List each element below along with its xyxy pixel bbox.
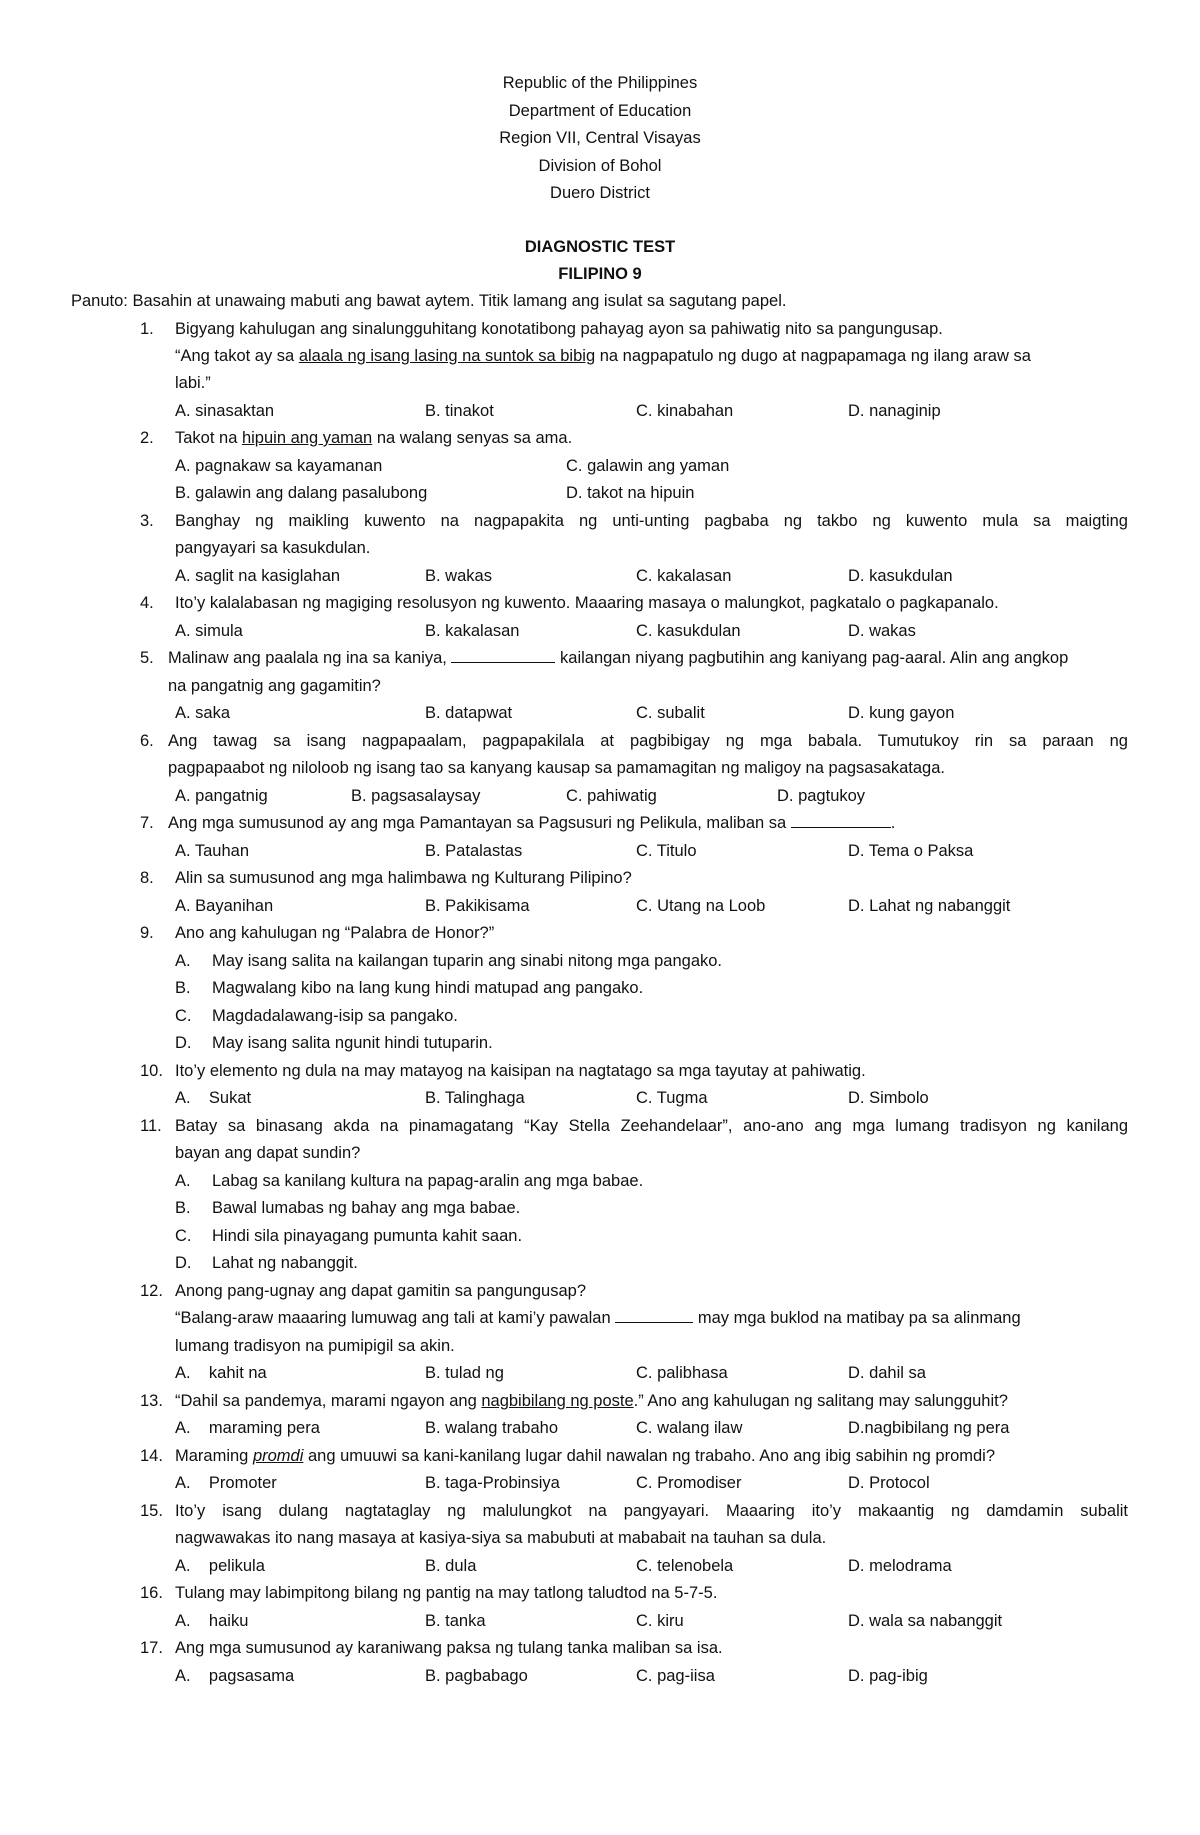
choice-b: B. Patalastas xyxy=(425,842,523,860)
choice-a: A. pangatnig xyxy=(175,787,268,805)
choice-b-letter: B. xyxy=(175,979,191,997)
question-text: Tulang may labimpitong bilang ng pantig na may tatlong taludtod na 5-7-5. xyxy=(175,1584,718,1602)
choice-c: C. galawin ang yaman xyxy=(566,457,730,475)
choice-c: C. Utang na Loob xyxy=(636,897,766,915)
choice-c-letter: C. xyxy=(175,1227,192,1245)
choice-b: B. pagbabago xyxy=(425,1667,528,1685)
underlined-phrase: hipuin ang yaman xyxy=(241,429,373,447)
question-text: “Dahil sa pandemya, marami ngayon ang nagbibilang ng poste.” Ano ang kahulugan ng salitang may salungguhit? xyxy=(175,1392,1008,1410)
choice-d: D. Protocol xyxy=(848,1474,930,1492)
choice-b: B. Talinghaga xyxy=(425,1089,525,1107)
question-number: 11. xyxy=(140,1117,162,1135)
choice-b: B. taga-Probinsiya xyxy=(425,1474,560,1492)
choice-c: C. pag-iisa xyxy=(636,1667,715,1685)
choice-c: C. walang ilaw xyxy=(636,1419,743,1437)
question-number: 8. xyxy=(140,869,154,887)
choice-d: D. pag-ibig xyxy=(848,1667,928,1685)
choice-d: D.nagbibilang ng pera xyxy=(848,1419,1010,1437)
choice-c: Hindi sila pinayagang pumunta kahit saan. xyxy=(212,1227,523,1245)
choice-b-letter: B. xyxy=(175,1199,191,1217)
choice-a: A. haiku xyxy=(175,1612,249,1630)
question-text-cont: pangyayari sa kasukdulan. xyxy=(175,539,371,557)
choice-b: Magwalang kibo na lang kung hindi matupad ang pangako. xyxy=(212,979,644,997)
choice-b: B. pagsasalaysay xyxy=(351,787,481,805)
choice-c: C. Tugma xyxy=(636,1089,708,1107)
choice-a: A. pelikula xyxy=(175,1557,265,1575)
choice-a: A. Tauhan xyxy=(175,842,250,860)
test-title: DIAGNOSTIC TEST xyxy=(524,238,676,256)
choice-d-letter: D. xyxy=(175,1034,192,1052)
header-line-5: Duero District xyxy=(550,184,650,203)
question-text: Anong pang-ugnay ang dapat gamitin sa pangungusap? xyxy=(175,1282,587,1300)
choice-b: B. walang trabaho xyxy=(425,1419,559,1437)
header-line-3: Region VII, Central Visayas xyxy=(499,129,701,148)
choice-a-letter: A. xyxy=(175,952,191,970)
question-quote-end: labi.” xyxy=(175,374,211,392)
question-text: Ang mga sumusunod ay ang mga Pamantayan sa Pagsusuri ng Pelikula, maliban sa . xyxy=(168,814,896,832)
question-text: Alin sa sumusunod ang mga halimbawa ng Kulturang Pilipino? xyxy=(175,869,632,887)
choice-a: A. kahit na xyxy=(175,1364,267,1382)
underlined-phrase: alaala ng isang lasing na suntok sa bibig xyxy=(298,347,596,365)
question-quote: “Ang takot ay sa alaala ng isang lasing na suntok sa bibig na nagpapatulo ng dugo at nagpapamaga ng ilang araw sa xyxy=(175,347,1031,365)
question-text: Takot na hipuin ang yaman na walang senyas sa ama. xyxy=(175,429,573,447)
choice-d: D. kung gayon xyxy=(848,704,955,722)
question-text: Ito’y kalalabasan ng magiging resolusyon ng kuwento. Maaaring masaya o malungkot, pagkatalo o pagkapanalo. xyxy=(175,594,999,612)
choice-d: D. Lahat ng nabanggit xyxy=(848,897,1011,915)
header-line-2: Department of Education xyxy=(508,101,692,120)
question-number: 5. xyxy=(140,649,154,667)
question-number: 13. xyxy=(140,1392,163,1410)
choice-b: B. kakalasan xyxy=(425,622,520,640)
choice-b: B. dula xyxy=(425,1557,477,1575)
choice-d: D. nanaginip xyxy=(848,402,941,420)
document-header xyxy=(0,70,1200,208)
question-number: 9. xyxy=(140,924,154,942)
underlined-phrase: nagbibilang ng poste xyxy=(481,1392,634,1410)
question-number: 7. xyxy=(140,814,154,832)
question-number: 6. xyxy=(140,732,154,750)
choice-c-letter: C. xyxy=(175,1007,192,1025)
choice-a: A. Bayanihan xyxy=(175,897,274,915)
question-number: 2. xyxy=(140,429,154,447)
question-text-cont: bayan ang dapat sundin? xyxy=(175,1144,361,1162)
choice-a: May isang salita na kailangan tuparin ang sinabi nitong mga pangako. xyxy=(212,952,723,970)
choice-b: B. Pakikisama xyxy=(425,897,530,915)
question-text-cont: nagwawakas ito nang masaya at kasiya-siya sa mabubuti at mababait na tauhan sa dula. xyxy=(175,1529,827,1547)
question-text: Malinaw ang paalala ng ina sa kaniya, kailangan niyang pagbutihin ang kaniyang pag-aaral. Alin ang angkop xyxy=(168,649,1069,667)
choice-d: D. pagtukoy xyxy=(777,787,866,805)
choice-c: C. Promodiser xyxy=(636,1474,742,1492)
choice-a: A. saglit na kasiglahan xyxy=(175,567,341,585)
choice-a-letter: A. xyxy=(175,1172,191,1190)
choice-c: C. kakalasan xyxy=(636,567,732,585)
question-text: Ito’y elemento ng dula na may matayog na kaisipan na nagtatago sa mga tayutay at pahiwatig. xyxy=(175,1062,866,1080)
choice-d-letter: D. xyxy=(175,1254,192,1272)
choice-d: Lahat ng nabanggit. xyxy=(212,1254,358,1272)
underlined-phrase: promdi xyxy=(252,1447,304,1465)
question-text: Ang tawag sa isang nagpapaalam, pagpapakilala at pagbibigay ng mga babala. Tumutukoy rin sa paraan ng xyxy=(168,732,1128,750)
choice-d: D. takot na hipuin xyxy=(566,484,695,502)
question-text: Bigyang kahulugan ang sinalungguhitang konotatibong pahayag ayon sa pahiwatig nito sa pangungusap. xyxy=(175,320,943,338)
choice-b: B. tulad ng xyxy=(425,1364,504,1382)
instructions: Panuto: Basahin at unawaing mabuti ang bawat aytem. Titik lamang ang isulat sa sagutang papel. xyxy=(71,292,787,310)
question-text: Ano ang kahulugan ng “Palabra de Honor?” xyxy=(175,924,495,942)
question-number: 3. xyxy=(140,512,154,530)
choice-d: May isang salita ngunit hindi tutuparin. xyxy=(212,1034,493,1052)
question-text: Ito’y isang dulang nagtataglay ng malulungkot na pangyayari. Maaaring ito’y makaantig ng damdamin subalit xyxy=(175,1502,1128,1520)
choice-a: Labag sa kanilang kultura na papag-aralin ang mga babae. xyxy=(212,1172,644,1190)
choice-d: D. wakas xyxy=(848,622,916,640)
question-number: 16. xyxy=(140,1584,163,1602)
question-number: 17. xyxy=(140,1639,163,1657)
choice-b: B. tinakot xyxy=(425,402,494,420)
answer-blank xyxy=(791,812,891,828)
choice-d: D. Simbolo xyxy=(848,1089,929,1107)
answer-blank xyxy=(451,647,555,663)
question-number: 12. xyxy=(140,1282,163,1300)
choice-b: B. galawin ang dalang pasalubong xyxy=(175,484,428,502)
choice-a: A. Promoter xyxy=(175,1474,277,1492)
choice-c: Magdadalawang-isip sa pangako. xyxy=(212,1007,458,1025)
question-number: 10. xyxy=(140,1062,163,1080)
header-line-1: Republic of the Philippines xyxy=(502,74,698,92)
choice-b: B. wakas xyxy=(425,567,492,585)
choice-c: C. kiru xyxy=(636,1612,684,1630)
question-text-cont: pagpapaabot ng niloloob ng isang tao sa kanyang kausap sa pamamagitan ng maligoy na pagsasakataga. xyxy=(168,759,945,777)
choice-a: A. simula xyxy=(175,622,243,640)
choice-c: C. telenobela xyxy=(636,1557,734,1575)
question-text: Ang mga sumusunod ay karaniwang paksa ng tulang tanka maliban sa isa. xyxy=(175,1639,723,1657)
choice-a: A. maraming pera xyxy=(175,1419,320,1437)
choice-b: B. tanka xyxy=(425,1612,486,1630)
choice-d: D. Tema o Paksa xyxy=(848,842,974,860)
choice-c: C. pahiwatig xyxy=(566,787,657,805)
choice-d: D. kasukdulan xyxy=(848,567,953,585)
choice-a: A. saka xyxy=(175,704,231,722)
question-text: Maraming promdi ang umuuwi sa kani-kanilang lugar dahil nawalan ng trabaho. Ano ang ibig sabihin ng promdi? xyxy=(175,1447,996,1465)
question-number: 14. xyxy=(140,1447,163,1465)
answer-blank xyxy=(615,1307,693,1323)
test-subject: FILIPINO 9 xyxy=(558,265,642,283)
choice-a: A. sinasaktan xyxy=(175,402,275,420)
choice-c: C. kinabahan xyxy=(636,402,734,420)
choice-d: D. wala sa nabanggit xyxy=(848,1612,1003,1630)
choice-c: C. kasukdulan xyxy=(636,622,741,640)
choice-c: C. palibhasa xyxy=(636,1364,728,1382)
choice-b: Bawal lumabas ng bahay ang mga babae. xyxy=(212,1199,521,1217)
choice-a: A. pagsasama xyxy=(175,1667,295,1685)
choice-d: D. melodrama xyxy=(848,1557,952,1575)
choice-d: D. dahil sa xyxy=(848,1364,926,1382)
header-line-4: Division of Bohol xyxy=(538,156,662,175)
question-number: 15. xyxy=(140,1502,163,1520)
question-number: 4. xyxy=(140,594,154,612)
choice-a: A. pagnakaw sa kayamanan xyxy=(175,457,383,475)
choice-b: B. datapwat xyxy=(425,704,513,722)
question-quote: “Balang-araw maaaring lumuwag ang tali at kami’y pawalan may mga buklod na matibay pa sa alinmang xyxy=(175,1309,1021,1327)
choice-a: A. Sukat xyxy=(175,1089,252,1107)
question-quote-end: lumang tradisyon na pumipigil sa akin. xyxy=(175,1337,455,1355)
question-text: Banghay ng maikling kuwento na nagpapakita ng unti-unting pagbaba ng takbo ng kuwento mula sa maigting xyxy=(175,512,1128,530)
choice-c: C. Titulo xyxy=(636,842,697,860)
question-text: Batay sa binasang akda na pinamagatang “Kay Stella Zeehandelaar”, ano-ano ang mga lumang tradisyon ng kanilang xyxy=(175,1117,1128,1135)
question-number: 1. xyxy=(140,320,154,338)
choice-c: C. subalit xyxy=(636,704,705,722)
question-text-cont: na pangatnig ang gagamitin? xyxy=(168,677,381,695)
